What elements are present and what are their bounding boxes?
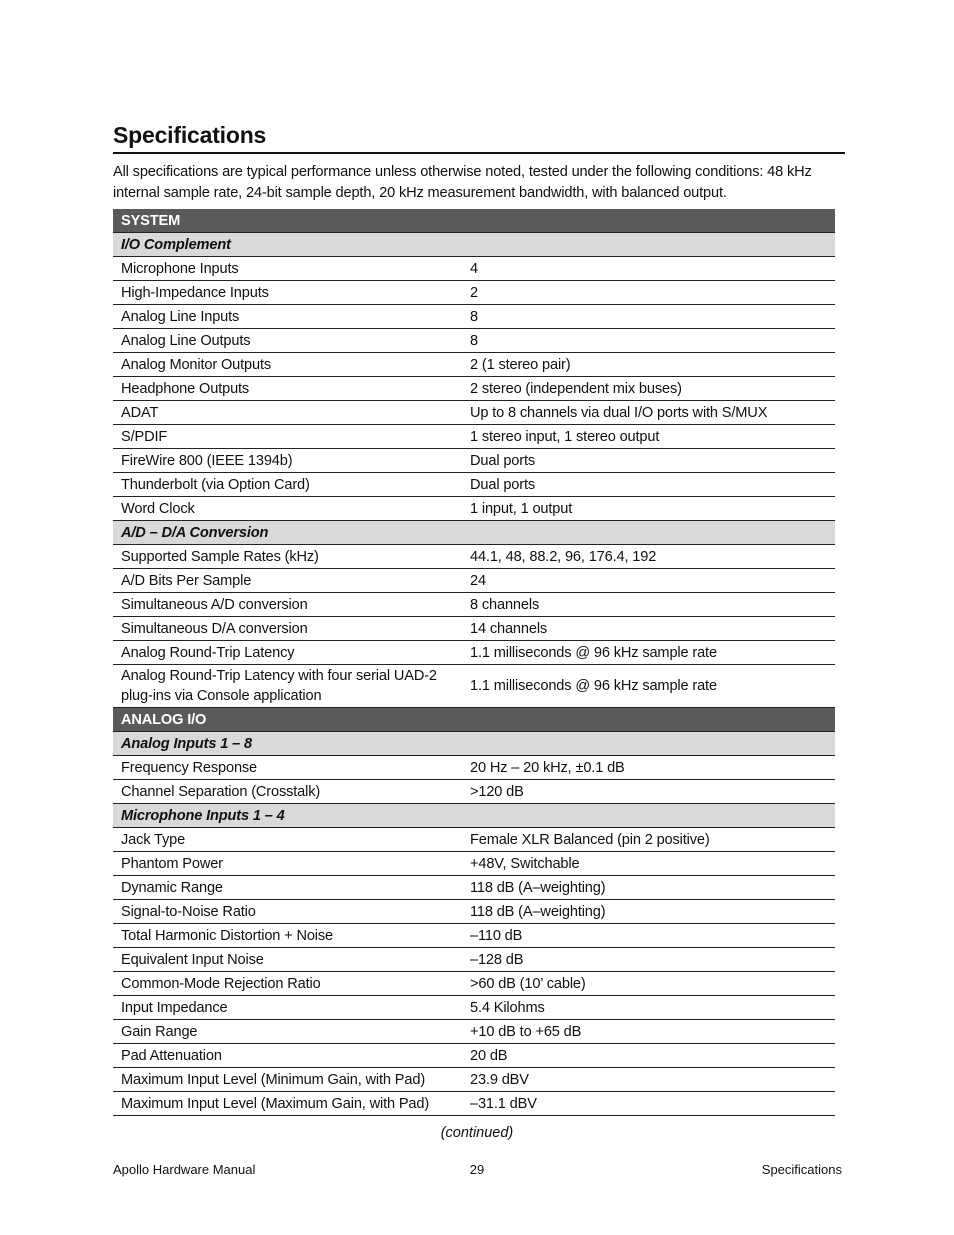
spec-value: 2 (1 stereo pair) [462,353,835,377]
spec-value: 4 [462,257,835,281]
spec-value: 20 Hz – 20 kHz, ±0.1 dB [462,756,835,780]
table-row [113,329,835,353]
spec-name: A/D Bits Per Sample [113,569,462,593]
spec-name: Word Clock [113,497,462,521]
spec-name: Analog Line Inputs [113,305,462,329]
spec-value: 1 input, 1 output [462,497,835,521]
spec-value: 118 dB (A–weighting) [462,900,835,924]
table-row [113,996,835,1020]
spec-value: >120 dB [462,780,835,804]
spec-name: FireWire 800 (IEEE 1394b) [113,449,462,473]
spec-name: Supported Sample Rates (kHz) [113,545,462,569]
section-label: SYSTEM [113,209,835,233]
spec-name: S/PDIF [113,425,462,449]
table-row [113,972,835,996]
spec-value: 2 [462,281,835,305]
table-row [113,852,835,876]
specifications-table-body [113,209,835,1116]
table-row [113,1044,835,1068]
spec-value: Female XLR Balanced (pin 2 positive) [462,828,835,852]
table-row [113,780,835,804]
spec-name: Channel Separation (Crosstalk) [113,780,462,804]
spec-value: +10 dB to +65 dB [462,1020,835,1044]
spec-name: Thunderbolt (via Option Card) [113,473,462,497]
subsection-header [113,804,835,828]
table-row [113,948,835,972]
spec-name: Analog Round-Trip Latency [113,641,462,665]
spec-name: Pad Attenuation [113,1044,462,1068]
spec-value: 8 [462,305,835,329]
table-row [113,1068,835,1092]
table-row [113,617,835,641]
spec-value: Dual ports [462,449,835,473]
spec-value: 20 dB [462,1044,835,1068]
specifications-table [113,209,835,1116]
spec-value: –31.1 dBV [462,1092,835,1116]
spec-name: Frequency Response [113,756,462,780]
table-row [113,828,835,852]
spec-name: Common-Mode Rejection Ratio [113,972,462,996]
table-row [113,1092,835,1116]
spec-value: 1.1 milliseconds @ 96 kHz sample rate [462,665,835,708]
spec-name: Input Impedance [113,996,462,1020]
continued-note: (continued) [440,1125,514,1141]
spec-name: Analog Monitor Outputs [113,353,462,377]
spec-name: Headphone Outputs [113,377,462,401]
table-row [113,473,835,497]
spec-value: 23.9 dBV [462,1068,835,1092]
table-row [113,900,835,924]
spec-name: Jack Type [113,828,462,852]
spec-value: 24 [462,569,835,593]
table-row [113,281,835,305]
spec-value: –110 dB [462,924,835,948]
spec-value: 1 stereo input, 1 stereo output [462,425,835,449]
spec-value: Up to 8 channels via dual I/O ports with S/MUX [462,401,835,425]
spec-value: 5.4 Kilohms [462,996,835,1020]
section-label: ANALOG I/O [113,708,835,732]
spec-name: Microphone Inputs [113,257,462,281]
subsection-label: A/D – D/A Conversion [113,521,835,545]
intro-paragraph: All specifications are typical performance unless otherwise noted, tested under the following conditions: 48 kHz internal sample rate, 24-bit sample depth, 20 kHz measurement bandwidth, with balanced output. [113,164,812,201]
footer-section-name: Specifications [761,1162,842,1177]
spec-value: 14 channels [462,617,835,641]
subsection-header [113,233,835,257]
subsection-label: Analog Inputs 1 – 8 [113,732,835,756]
spec-name: Simultaneous D/A conversion [113,617,462,641]
table-row [113,545,835,569]
spec-name: Maximum Input Level (Minimum Gain, with Pad) [113,1068,462,1092]
table-row [113,641,835,665]
footer-manual-title: Apollo Hardware Manual [113,1162,256,1177]
subsection-header [113,521,835,545]
table-row [113,401,835,425]
spec-value: +48V, Switchable [462,852,835,876]
spec-name: Signal-to-Noise Ratio [113,900,462,924]
table-row [113,497,835,521]
spec-name: Equivalent Input Noise [113,948,462,972]
spec-value: 8 channels [462,593,835,617]
spec-value: 118 dB (A–weighting) [462,876,835,900]
table-row [113,593,835,617]
spec-name: Gain Range [113,1020,462,1044]
footer-page-number: 29 [469,1162,485,1177]
table-row [113,353,835,377]
spec-value: 1.1 milliseconds @ 96 kHz sample rate [462,641,835,665]
spec-name: High-Impedance Inputs [113,281,462,305]
spec-name: Analog Round-Trip Latency with four serial UAD-2 plug-ins via Console application [113,665,462,708]
subsection-header [113,732,835,756]
section-header [113,708,835,732]
table-row [113,257,835,281]
table-row [113,665,835,708]
spec-name: Phantom Power [113,852,462,876]
spec-value: –128 dB [462,948,835,972]
table-row [113,377,835,401]
spec-value: 8 [462,329,835,353]
page-title: Specifications [113,120,845,154]
table-row [113,876,835,900]
spec-name: Analog Line Outputs [113,329,462,353]
spec-value: Dual ports [462,473,835,497]
spec-name: Dynamic Range [113,876,462,900]
spec-value: 2 stereo (independent mix buses) [462,377,835,401]
table-row [113,569,835,593]
subsection-label: I/O Complement [113,233,835,257]
table-row [113,305,835,329]
table-row [113,756,835,780]
table-row [113,425,835,449]
table-row [113,924,835,948]
spec-name: Maximum Input Level (Maximum Gain, with Pad) [113,1092,462,1116]
table-row [113,449,835,473]
spec-name: Total Harmonic Distortion + Noise [113,924,462,948]
spec-name: ADAT [113,401,462,425]
section-header [113,209,835,233]
spec-value: >60 dB (10’ cable) [462,972,835,996]
spec-value: 44.1, 48, 88.2, 96, 176.4, 192 [462,545,835,569]
table-row [113,1020,835,1044]
subsection-label: Microphone Inputs 1 – 4 [113,804,835,828]
spec-name: Simultaneous A/D conversion [113,593,462,617]
